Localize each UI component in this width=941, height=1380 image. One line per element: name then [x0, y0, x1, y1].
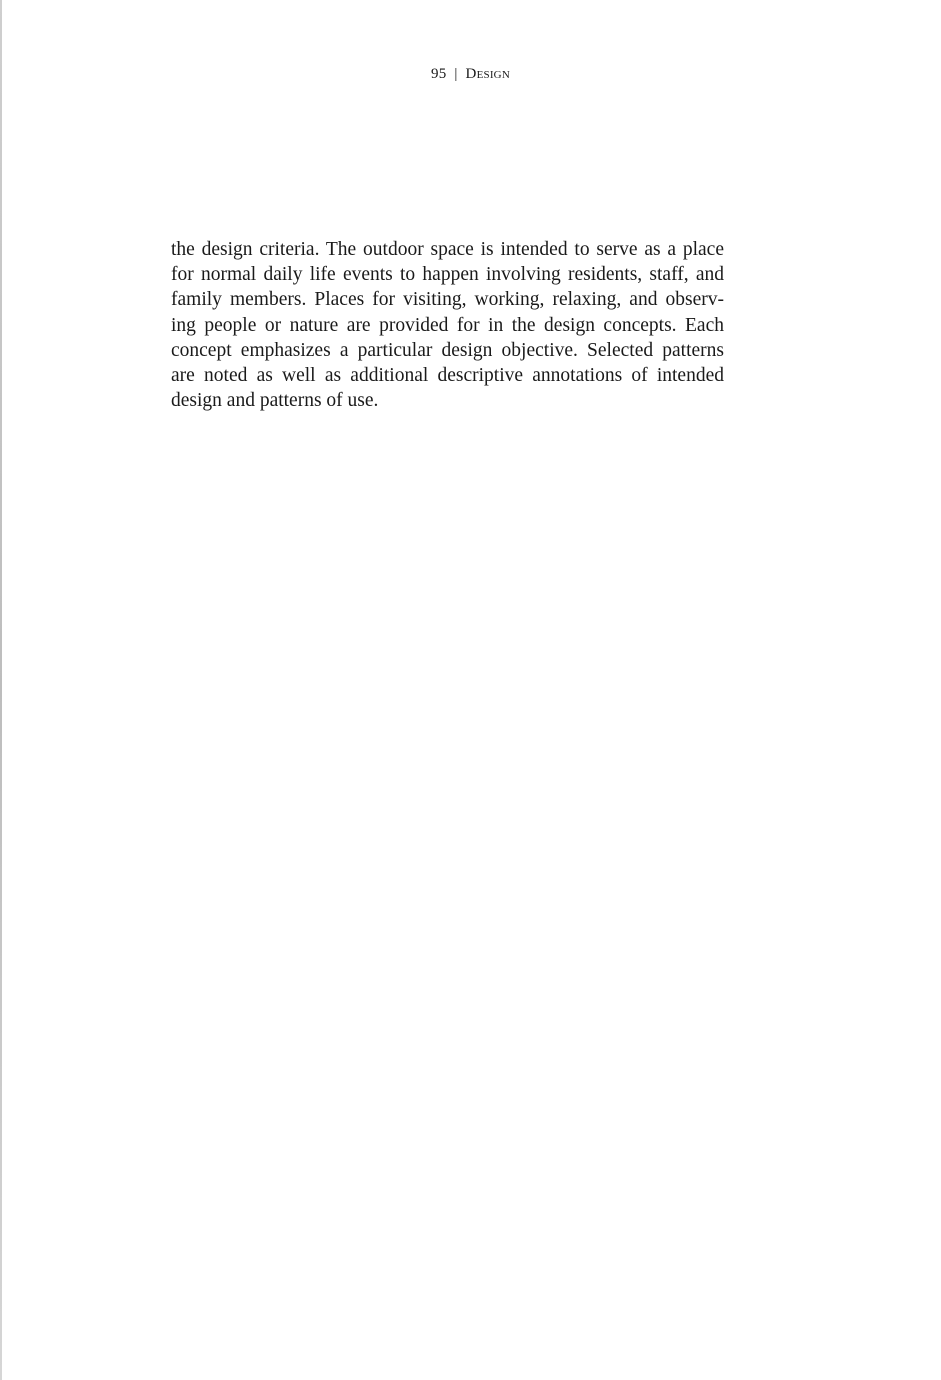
header-separator: | [454, 66, 458, 82]
section-title: Design [465, 66, 510, 82]
paragraph-line: family members. Places for visiting, working, relaxing, and observ- [171, 289, 724, 311]
paragraph-line: for normal daily life events to happen involving residents, staff, and [171, 264, 724, 286]
page-number: 95 [431, 66, 447, 82]
running-head [0, 66, 941, 83]
scan-edge [0, 0, 2, 1380]
paragraph-line: are noted as well as additional descriptive annotations of intended [171, 365, 724, 387]
paragraph-line: ing people or nature are provided for in the design concepts. Each [171, 314, 724, 336]
body-paragraph [171, 237, 724, 413]
paragraph-line: the design criteria. The outdoor space is intended to serve as a place [171, 239, 724, 260]
paragraph-line: concept emphasizes a particular design objective. Selected patterns [171, 339, 724, 361]
paragraph-line: design and patterns of use. [171, 390, 379, 412]
